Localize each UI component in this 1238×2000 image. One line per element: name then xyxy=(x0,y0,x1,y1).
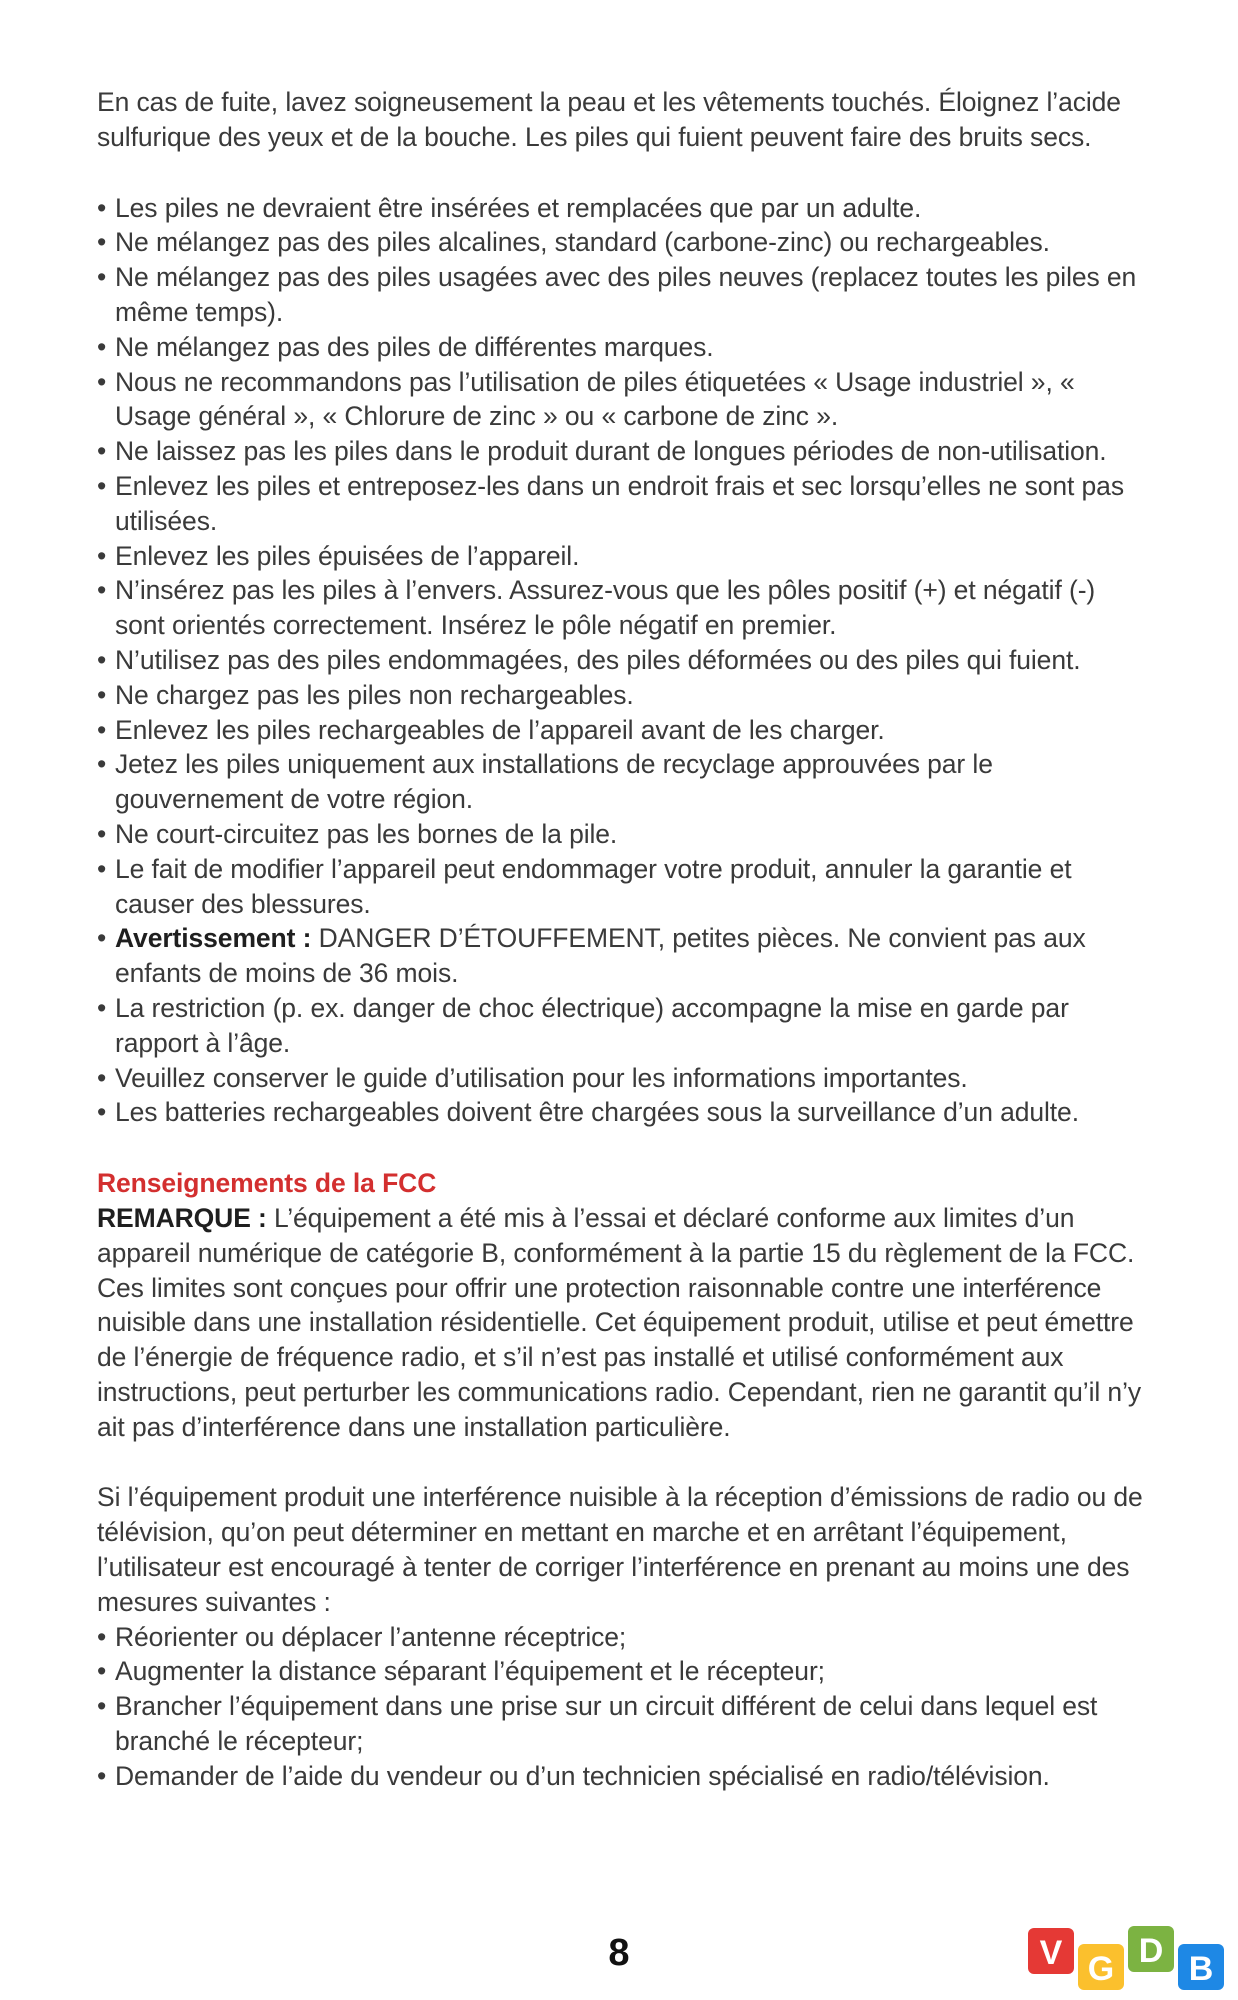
intro-paragraph: En cas de fuite, lavez soigneusement la peau et les vêtements touchés. Éloignez l’acide sulfurique des yeux et de la bouche. Les piles qui fuient peuvent faire des bruits secs. xyxy=(97,87,1121,152)
list-item xyxy=(97,330,1147,365)
bullet: • xyxy=(97,192,107,223)
list-item xyxy=(97,747,1147,817)
list-item-text: Brancher l’équipement dans une prise sur un circuit différent de celui dans lequel est branché le récepteur; xyxy=(115,1691,1098,1757)
list-item-text: Réorienter ou déplacer l’antenne réceptrice; xyxy=(115,1621,627,1652)
bullet: • xyxy=(97,470,107,501)
warning-label: Avertissement : xyxy=(115,923,312,954)
list-item-text: Ne mélangez pas des piles usagées avec des piles neuves (replacez toutes les piles en même temps). xyxy=(115,262,1137,327)
vgdb-watermark-logo xyxy=(1026,1924,1231,1994)
list-item-text: Ne mélangez pas des piles alcalines, standard (carbone-zinc) ou rechargeables. xyxy=(115,227,1050,258)
watermark-tile-d xyxy=(1128,1926,1174,1972)
list-item-text: Augmenter la distance séparant l’équipement et le récepteur; xyxy=(115,1656,825,1687)
fcc-note-label: REMARQUE : xyxy=(97,1202,267,1233)
bullet: • xyxy=(97,923,107,954)
list-item-text: Enlevez les piles rechargeables de l’appareil avant de les charger. xyxy=(115,714,885,745)
list-item xyxy=(97,1654,1147,1689)
bullet: • xyxy=(97,331,107,362)
fcc-measures-list xyxy=(97,1620,1147,1794)
fcc-interference-paragraph: Si l’équipement produit une interférence nuisible à la réception d’émissions de radio ou de télévision, qu’on peut déterminer en mettant en marche et en arrêtant l’équipement, l’utilisateur est encouragé à tenter de corriger l’interférence en prenant au moins une des mesures suivantes : xyxy=(97,1482,1143,1617)
list-item xyxy=(97,678,1147,713)
watermark-tile-g xyxy=(1078,1944,1124,1990)
list-item-text: Les batteries rechargeables doivent être chargées sous la surveillance d’un adulte. xyxy=(115,1097,1079,1128)
list-item-text: Ne court-circuitez pas les bornes de la pile. xyxy=(115,818,618,849)
list-item-text: Ne mélangez pas des piles de différentes marques. xyxy=(115,331,714,362)
bullet: • xyxy=(97,366,107,397)
bullet: • xyxy=(97,749,107,780)
watermark-letter: D xyxy=(1138,1932,1164,1970)
list-item-text: Nous ne recommandons pas l’utilisation de piles étiquetées « Usage industriel », « Usage général », « Chlorure de zinc » ou « carbone de zinc ». xyxy=(115,366,1075,432)
spacer xyxy=(97,155,1147,191)
list-item xyxy=(97,713,1147,748)
watermark-letter: G xyxy=(1087,1950,1115,1988)
list-item xyxy=(97,1759,1147,1794)
bullet: • xyxy=(97,992,107,1023)
bullet: • xyxy=(97,1062,107,1093)
document-page xyxy=(97,85,1147,1794)
list-item xyxy=(97,469,1147,539)
bullet: • xyxy=(97,1656,107,1687)
list-item-text: Les piles ne devraient être insérées et remplacées que par un adulte. xyxy=(115,192,922,223)
list-item-text: N’utilisez pas des piles endommagées, des piles déformées ou des piles qui fuient. xyxy=(115,644,1081,675)
bullet: • xyxy=(97,644,107,675)
fcc-note-text: L’équipement a été mis à l’essai et déclaré conforme aux limites d’un appareil numérique de catégorie B, conformément à la partie 15 du règlement de la FCC. Ces limites sont conçues pour offrir une protection raisonnable contre une interférence nuisible dans une installation résidentielle. Cet équipement produit, utilise et peut émettre de l’énergie de fréquence radio, et s’il n’est pas installé et utilisé conformément aux instructions, peut perturber les communications radio. Cependant, rien ne garantit qu’il n’y ait pas d’interférence dans une installation particulière. xyxy=(97,1202,1142,1442)
list-item xyxy=(97,539,1147,574)
list-item xyxy=(97,1620,1147,1655)
bullet: • xyxy=(97,227,107,258)
list-item xyxy=(97,1689,1147,1759)
bullet: • xyxy=(97,853,107,884)
list-item-text: Ne laissez pas les piles dans le produit durant de longues périodes de non-utilisation. xyxy=(115,436,1107,467)
list-item-text: La restriction (p. ex. danger de choc électrique) accompagne la mise en garde par rapport à l’âge. xyxy=(115,992,1069,1058)
list-item xyxy=(97,434,1147,469)
list-item-text: Demander de l’aide du vendeur ou d’un technicien spécialisé en radio/télévision. xyxy=(115,1760,1050,1791)
bullet: • xyxy=(97,262,107,293)
spacer xyxy=(97,1130,1147,1166)
list-item xyxy=(97,225,1147,260)
list-item-text: Ne chargez pas les piles non rechargeables. xyxy=(115,679,634,710)
bullet: • xyxy=(97,1691,107,1722)
warning-text: DANGER D’ÉTOUFFEMENT, petites pièces. Ne convient pas aux enfants de moins de 36 mois. xyxy=(115,923,1086,989)
list-item xyxy=(97,365,1147,435)
list-item xyxy=(97,817,1147,852)
watermark-letter: V xyxy=(1039,1934,1063,1972)
list-item xyxy=(97,643,1147,678)
watermark-tile-v xyxy=(1028,1928,1074,1974)
list-item xyxy=(97,573,1147,643)
bullet: • xyxy=(97,575,107,606)
bullet: • xyxy=(97,1760,107,1791)
list-item xyxy=(97,1061,1147,1096)
list-item xyxy=(97,1095,1147,1130)
fcc-heading: Renseignements de la FCC xyxy=(97,1168,437,1199)
bullet: • xyxy=(97,714,107,745)
watermark-letter: B xyxy=(1188,1950,1214,1988)
list-item-text: Jetez les piles uniquement aux installations de recyclage approuvées par le gouvernement de votre région. xyxy=(115,749,993,815)
bullet: • xyxy=(97,540,107,571)
page-number: 8 xyxy=(608,1932,630,1974)
bullet: • xyxy=(97,1097,107,1128)
list-item xyxy=(97,191,1147,226)
list-item xyxy=(97,260,1147,330)
fcc-note-paragraph xyxy=(97,1201,1147,1445)
spacer xyxy=(97,1444,1147,1480)
watermark-tile-b xyxy=(1178,1944,1224,1990)
warning-list-item xyxy=(97,921,1147,991)
bullet: • xyxy=(97,679,107,710)
bullet: • xyxy=(97,436,107,467)
list-item-text: Le fait de modifier l’appareil peut endommager votre produit, annuler la garantie et causer des blessures. xyxy=(115,853,1072,919)
list-item-text: N’insérez pas les piles à l’envers. Assurez-vous que les pôles positif (+) et négatif (-) sont orientés correctement. Insérez le pôle négatif en premier. xyxy=(115,575,1096,641)
list-item-text: Veuillez conserver le guide d’utilisation pour les informations importantes. xyxy=(115,1062,968,1093)
bullet: • xyxy=(97,818,107,849)
battery-safety-list xyxy=(97,191,1147,1131)
list-item xyxy=(97,852,1147,922)
bullet: • xyxy=(97,1621,107,1652)
list-item xyxy=(97,991,1147,1061)
list-item-text: Enlevez les piles épuisées de l’appareil. xyxy=(115,540,580,571)
list-item-text: Enlevez les piles et entreposez-les dans un endroit frais et sec lorsqu’elles ne sont pas utilisées. xyxy=(115,470,1124,536)
